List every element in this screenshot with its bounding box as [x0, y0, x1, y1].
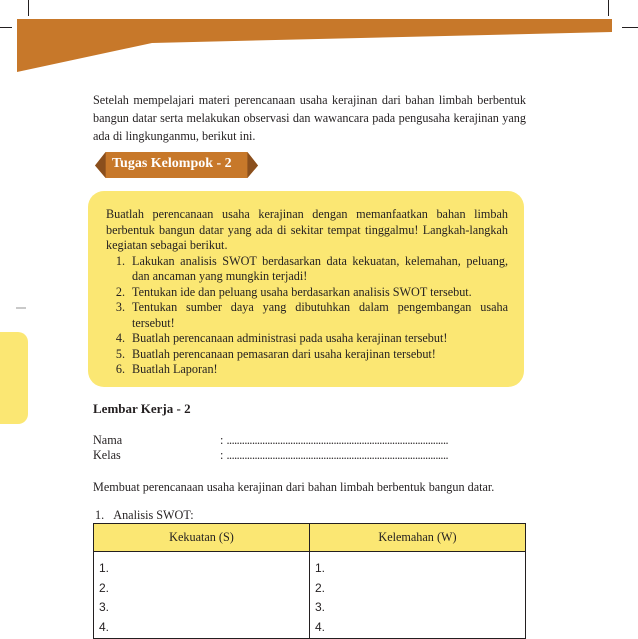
- name-field[interactable]: .......................................................................................: [226, 433, 449, 447]
- name-field-row: [93, 433, 448, 448]
- swot-header-weaknesses: Kelemahan (W): [310, 524, 526, 552]
- list-item: 1. Lakukan analisis SWOT berdasarkan data kekuatan, kelemahan, peluang, dan ancaman yang mungkin terjadi!: [115, 253, 508, 283]
- task-steps: [106, 254, 508, 378]
- class-field[interactable]: .......................................................................................: [226, 448, 449, 462]
- strengths-cell[interactable]: [94, 552, 310, 639]
- worksheet-title: Lembar Kerja - 2: [93, 401, 191, 416]
- weaknesses-cell[interactable]: [310, 552, 526, 639]
- intro-paragraph: Setelah mempelajari materi perencanaan usaha kerajinan dari bahan limbah berbentuk bangun datar serta melakukan observasi dan wawancara pada pengusaha kerajinan yang ada di lingkunganmu, berikut ini.: [93, 93, 526, 143]
- class-field-row: [93, 448, 448, 463]
- worksheet-task: Membuat perencanaan usaha kerajinan dari bahan limbah berbentuk bangun datar.: [93, 480, 495, 494]
- list-item: 1.: [99, 561, 110, 575]
- list-item: 3.: [315, 600, 326, 615]
- list-item: 2.: [315, 580, 326, 595]
- class-separator: :: [220, 448, 224, 462]
- list-item: 3. Tentukan sumber daya yang dibutuhkan dalam pengembangan usaha tersebut!: [115, 300, 508, 330]
- task-tag-label: Tugas Kelompok - 2: [112, 156, 232, 171]
- header-band: [0, 0, 638, 80]
- name-separator: :: [220, 433, 224, 447]
- list-item: 4.: [99, 620, 110, 635]
- swot-heading: 1. Analisis SWOT:: [95, 508, 194, 522]
- name-label: Nama: [93, 433, 123, 447]
- list-item: 5. Buatlah perencanaan pemasaran dari usaha kerajinan tersebut!: [115, 346, 436, 361]
- swot-table: [93, 523, 526, 639]
- list-item: 4. Buatlah perencanaan administrasi pada usaha kerajinan tersebut!: [115, 331, 448, 345]
- swot-header-strengths: Kekuatan (S): [94, 524, 310, 552]
- side-tab: [0, 332, 28, 424]
- list-item: 4.: [315, 620, 326, 635]
- task-intro: Buatlah perencanaan usaha kerajinan dengan memanfaatkan bahan limbah berbentuk bangun datar yang ada di sekitar tempat tinggalmu! Langkah-langkah kegiatan sebagai berikut.: [106, 207, 508, 252]
- side-dash: [16, 307, 26, 309]
- list-item: 6. Buatlah Laporan!: [115, 362, 218, 376]
- list-item: 2. Tentukan ide dan peluang usaha berdasarkan analisis SWOT tersebut.: [115, 284, 472, 299]
- list-item: 1.: [315, 561, 326, 575]
- list-item: 2.: [99, 580, 110, 595]
- class-label: Kelas: [93, 448, 121, 462]
- task-box-content: [106, 207, 508, 378]
- list-item: 3.: [99, 600, 110, 615]
